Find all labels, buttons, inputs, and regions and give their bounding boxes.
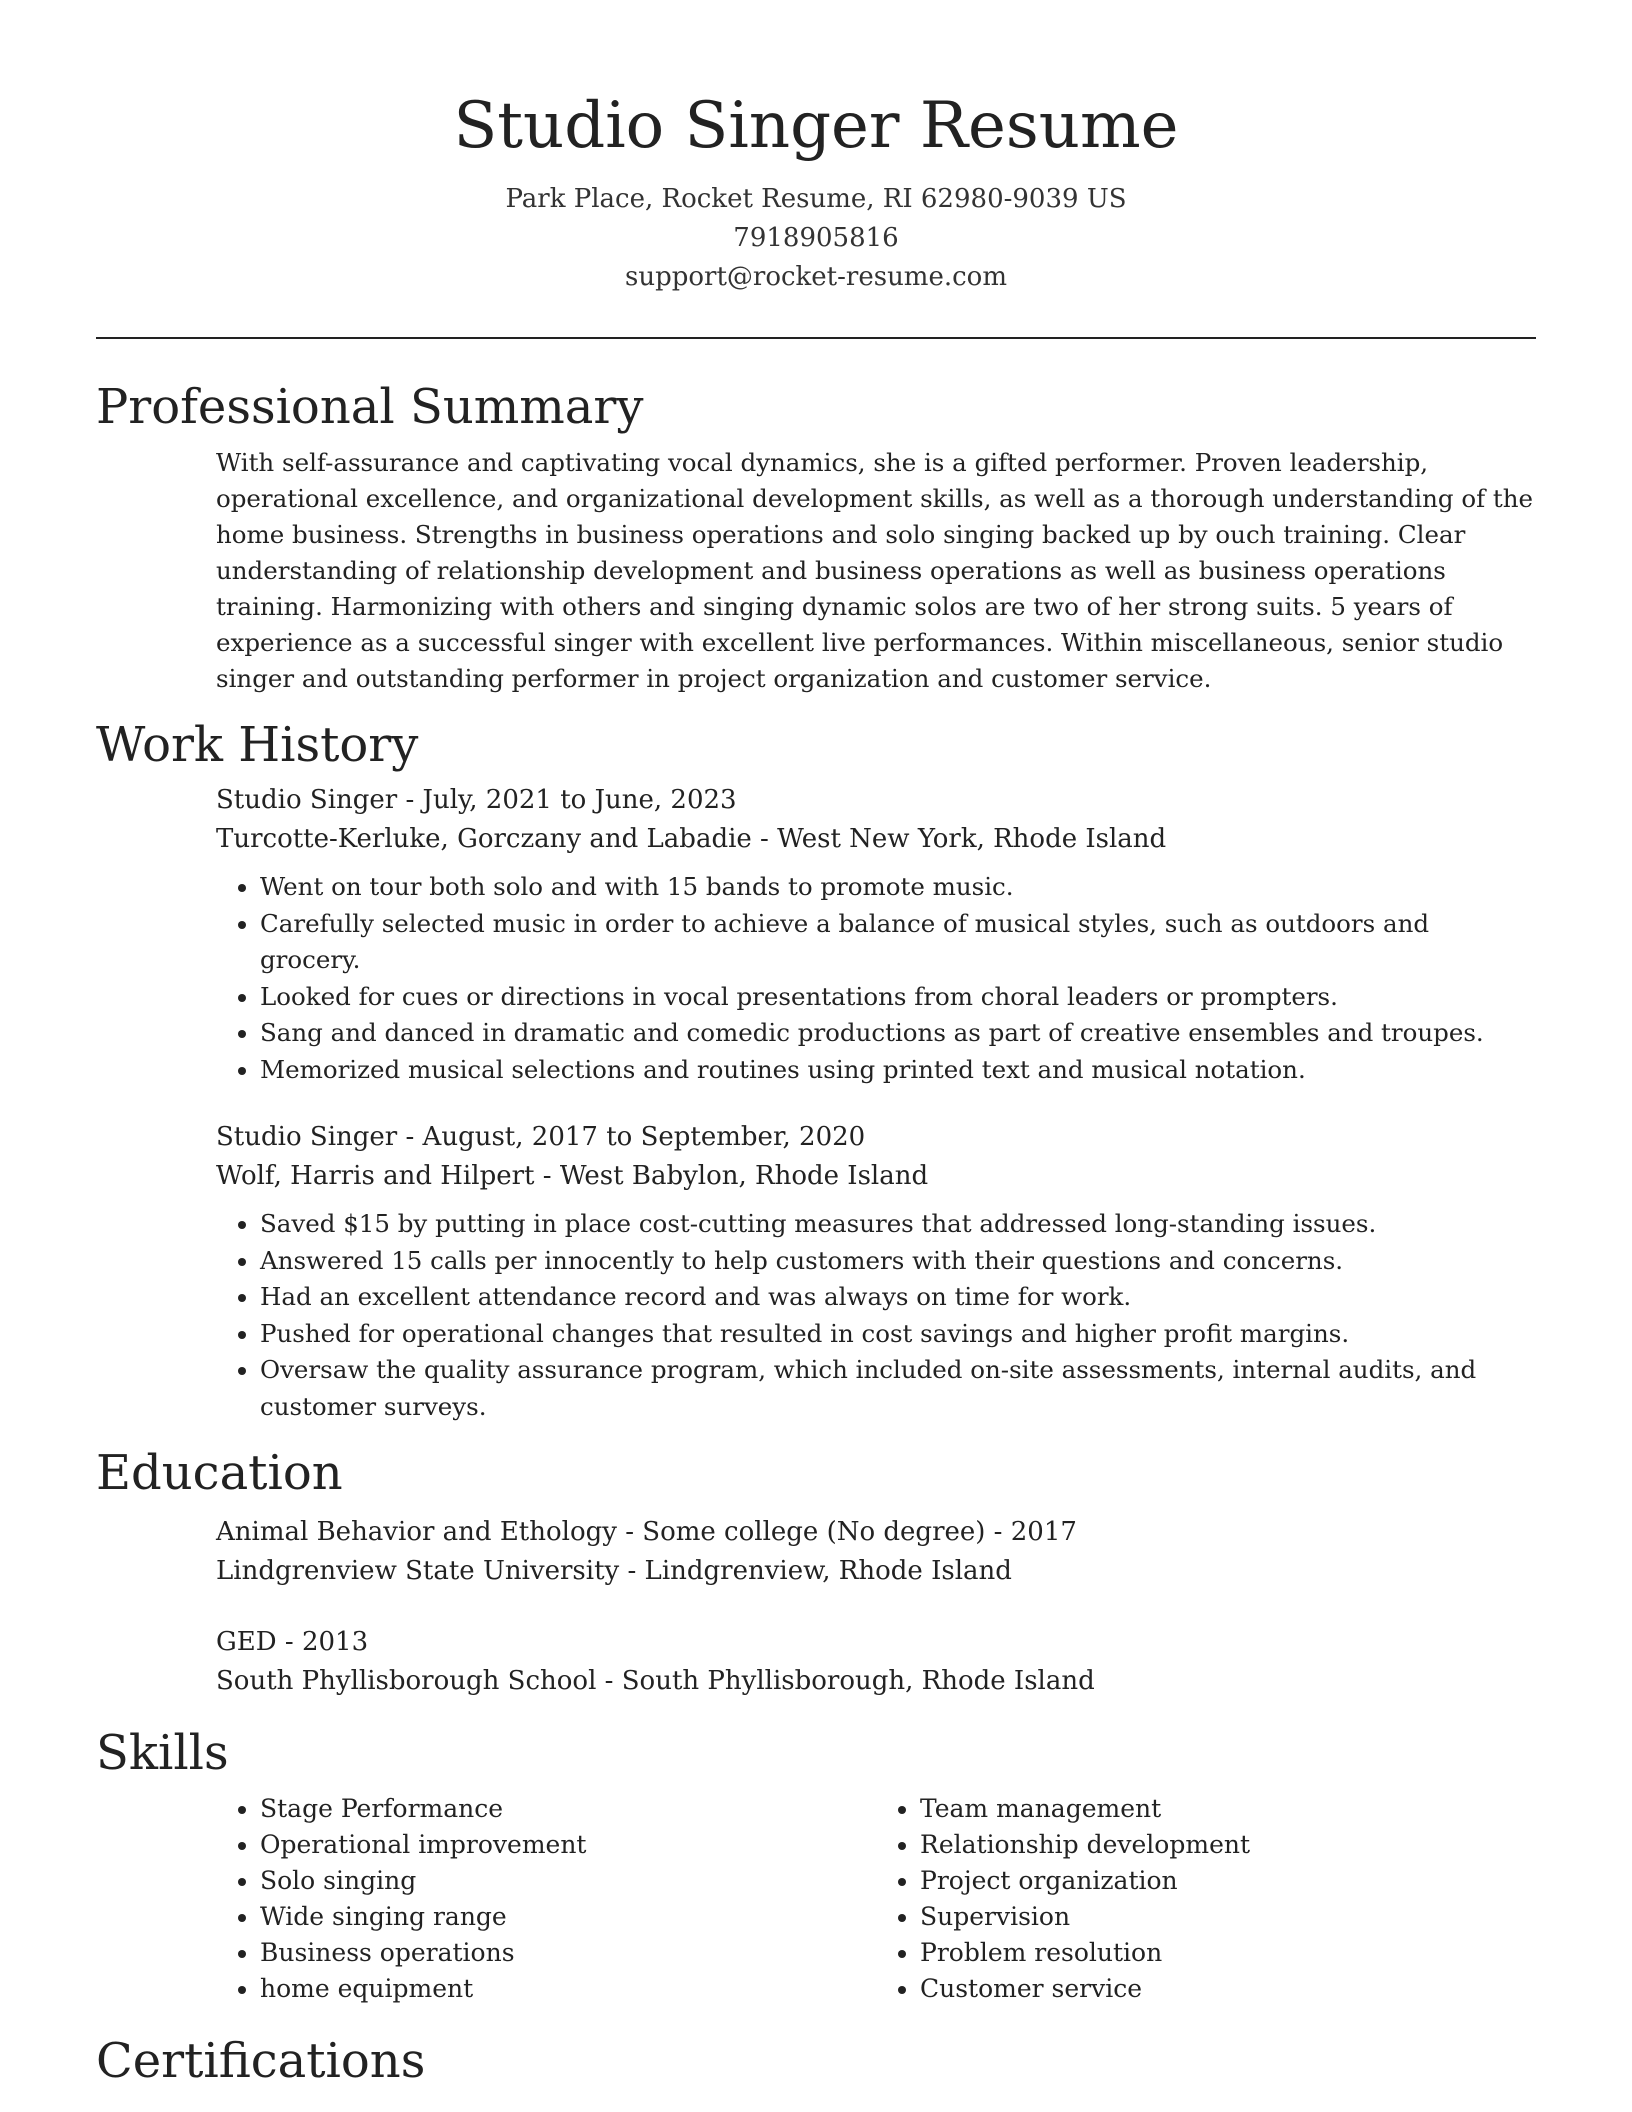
job-company: Wolf, Harris and Hilpert xyxy=(216,1161,535,1191)
summary-section xyxy=(96,375,1536,697)
page-title: Studio Singer Resume xyxy=(453,89,1179,163)
summary-text: With self-assurance and captivating vocal dynamics, she is a gifted performer. Proven leadership, operational excellence, and organizational development skills, as well as a thorough understanding of the home business. Strengths in business operations and solo singing backed up by ouch training. Clear understanding of relationship development and business operations as well as business operations training. Harmonizing with others and singing dynamic solos are two of her strong suits. 5 years of experience as a successful singer with excellent live performances. Within miscellaneous, senior studio singer and outstanding performer in project organization and customer service. xyxy=(216,448,1534,693)
education-location: South Phyllisborough, Rhode Island xyxy=(621,1666,1095,1696)
job-dates: July, 2021 to June, 2023 xyxy=(422,785,737,815)
list-item: • Solo singing xyxy=(260,1863,876,1899)
list-item: • Relationship development xyxy=(920,1827,1536,1863)
skills-list-right xyxy=(876,1791,1536,2007)
job-title: Studio Singer xyxy=(216,785,398,815)
job-company-line: Turcotte-Kerluke, Gorczany and Labadie - West New York, Rhode Island xyxy=(216,824,1167,854)
job-dates: August, 2017 to September, 2020 xyxy=(422,1122,866,1152)
list-item: • home equipment xyxy=(260,1971,876,2007)
list-item: • Operational improvement xyxy=(260,1827,876,1863)
list-item: • Carefully selected music in order to achieve a balance of musical styles, such as outdoors and grocery. xyxy=(260,906,1536,979)
list-item: • Customer service xyxy=(920,1971,1536,2007)
skills-grid xyxy=(216,1785,1536,2007)
list-item: • Had an excellent attendance record and was always on time for work. xyxy=(260,1279,1536,1316)
address: Park Place, Rocket Resume, RI 62980-9039 US xyxy=(505,184,1127,214)
education-school-line: South Phyllisborough School - South Phyllisborough, Rhode Island xyxy=(216,1666,1095,1696)
education-degree-line: GED - 2013 xyxy=(216,1627,369,1657)
job-entry xyxy=(216,1118,1536,1425)
job-company: Turcotte-Kerluke, Gorczany and Labadie xyxy=(216,824,752,854)
list-item: • Memorized musical selections and routines using printed text and musical notation. xyxy=(260,1052,1536,1089)
education-degree: Some college (No degree) xyxy=(642,1517,986,1547)
education-degree-line: Animal Behavior and Ethology - Some college (No degree) - 2017 xyxy=(216,1517,1077,1547)
education-entry xyxy=(216,1623,1536,1701)
job-title: Studio Singer xyxy=(216,1122,398,1152)
education-school: Lindgrenview State University xyxy=(216,1556,620,1586)
job-title-line: Studio Singer - August, 2017 to September, 2020 xyxy=(216,1122,866,1152)
contact-block xyxy=(96,180,1536,297)
list-item: • Wide singing range xyxy=(260,1899,876,1935)
skills-list-left xyxy=(216,1791,876,2007)
email: support@rocket-resume.com xyxy=(624,262,1007,292)
job-bullets xyxy=(216,869,1536,1088)
education-section xyxy=(96,1441,1536,1701)
education-year: 2017 xyxy=(1010,1517,1077,1547)
section-heading-summary: Professional Summary xyxy=(96,379,644,435)
education-field: Animal Behavior and Ethology xyxy=(216,1517,617,1547)
header-divider xyxy=(96,337,1536,339)
list-item: • Business operations xyxy=(260,1935,876,1971)
phone-number: 7918905816 xyxy=(733,223,899,253)
list-item: • Project organization xyxy=(920,1863,1536,1899)
section-heading-work-history: Work History xyxy=(96,717,419,773)
education-school-line: Lindgrenview State University - Lindgrenview, Rhode Island xyxy=(216,1556,1012,1586)
section-heading-certifications: Certifications xyxy=(96,2033,426,2089)
work-history-section xyxy=(96,713,1536,1425)
list-item: • Stage Performance xyxy=(260,1791,876,1827)
job-entry xyxy=(216,781,1536,1088)
list-item: • Went on tour both solo and with 15 bands to promote music. xyxy=(260,869,1536,906)
list-item: • Oversaw the quality assurance program, which included on-site assessments, internal audits, and customer surveys. xyxy=(260,1352,1536,1425)
resume-page xyxy=(96,0,1536,2093)
education-school: South Phyllisborough School xyxy=(216,1666,597,1696)
education-location: Lindgrenview, Rhode Island xyxy=(644,1556,1012,1586)
education-entry xyxy=(216,1513,1536,1591)
list-item: • Answered 15 calls per innocently to help customers with their questions and concerns. xyxy=(260,1243,1536,1280)
education-year: 2013 xyxy=(301,1627,369,1657)
job-title-line: Studio Singer - July, 2021 to June, 2023 xyxy=(216,785,737,815)
job-bullets xyxy=(216,1206,1536,1425)
list-item: • Problem resolution xyxy=(920,1935,1536,1971)
list-item: • Pushed for operational changes that resulted in cost savings and higher profit margins. xyxy=(260,1316,1536,1353)
certifications-section xyxy=(96,2029,1536,2093)
section-heading-education: Education xyxy=(96,1445,343,1501)
education-degree: GED xyxy=(216,1627,277,1657)
job-location: West New York, Rhode Island xyxy=(777,824,1167,854)
list-item: • Looked for cues or directions in vocal presentations from choral leaders or prompters. xyxy=(260,979,1536,1016)
list-item: • Sang and danced in dramatic and comedic productions as part of creative ensembles and troupes. xyxy=(260,1015,1536,1052)
skills-section xyxy=(96,1721,1536,2007)
list-item: • Supervision xyxy=(920,1899,1536,1935)
list-item: • Team management xyxy=(920,1791,1536,1827)
job-company-line: Wolf, Harris and Hilpert - West Babylon, Rhode Island xyxy=(216,1161,929,1191)
section-heading-skills: Skills xyxy=(96,1725,229,1781)
job-location: West Babylon, Rhode Island xyxy=(559,1161,929,1191)
list-item: • Saved $15 by putting in place cost-cutting measures that addressed long-standing issues. xyxy=(260,1206,1536,1243)
resume-header xyxy=(96,0,1536,297)
